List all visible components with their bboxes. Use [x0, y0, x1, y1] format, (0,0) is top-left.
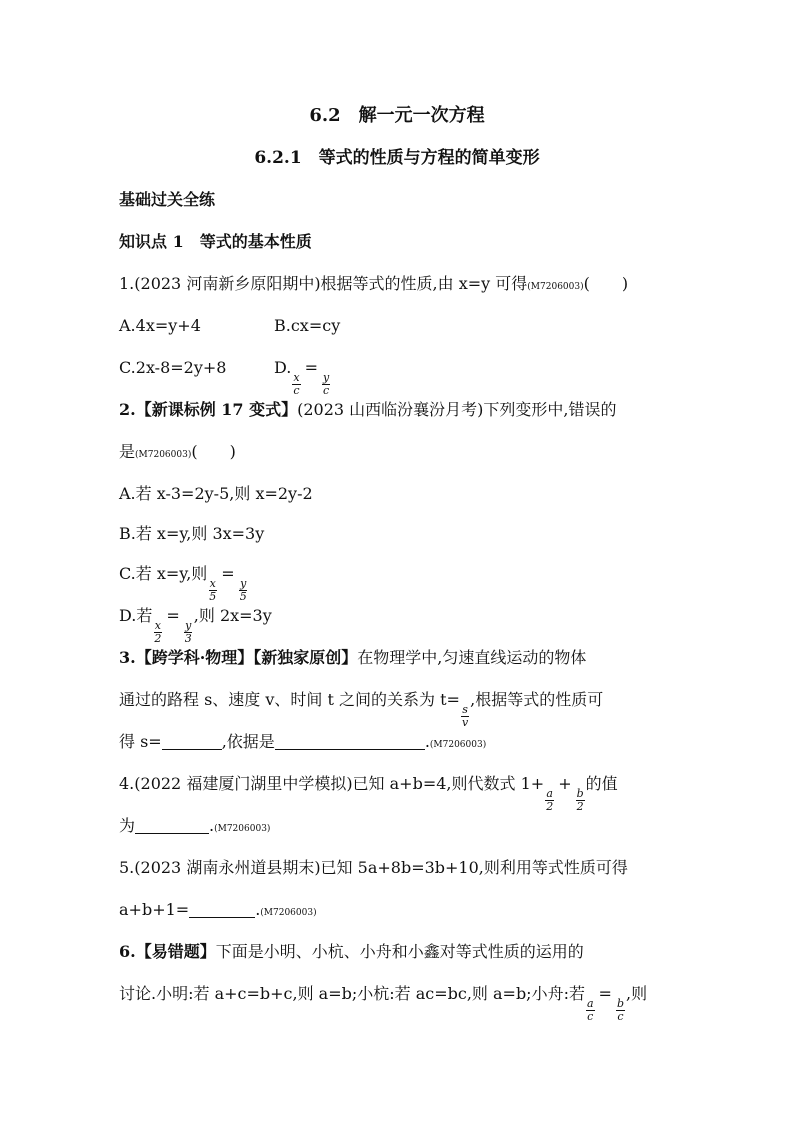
answer-blank[interactable] — [135, 817, 209, 834]
fraction-numerator: a — [546, 787, 553, 800]
knowledge-point-heading: 知识点 1 等式的基本性质 — [119, 232, 312, 251]
question-1-options-row1 — [119, 314, 341, 338]
question-1-stem — [119, 272, 628, 299]
answer-blank[interactable] — [189, 901, 255, 918]
option-d-text: D.若 — [119, 606, 153, 625]
question-code: (M7206003) — [214, 824, 271, 834]
fraction-numerator: x — [209, 577, 216, 590]
equals-sign: = — [221, 564, 235, 583]
fraction-numerator: a — [586, 997, 594, 1010]
fraction-denominator: c — [322, 384, 330, 397]
question-3-line3 — [119, 730, 486, 757]
fraction — [616, 998, 625, 1023]
question-3-tag: 3.【跨学科·物理】【新独家原创】 — [119, 648, 358, 667]
fraction-denominator: c — [587, 1010, 594, 1023]
fraction-numerator: b — [616, 997, 624, 1010]
fraction-numerator: y — [185, 619, 192, 632]
fraction-numerator: b — [576, 787, 584, 800]
subsection-title: 6.2.1 等式的性质与方程的简单变形 — [254, 148, 540, 168]
question-3-line2 — [119, 688, 603, 729]
practice-label: 基础过关全练 — [119, 190, 216, 209]
question-4-text-cont: 为 — [119, 816, 136, 835]
question-code: (M7206003) — [260, 908, 317, 918]
question-2-stem-line2 — [119, 440, 236, 467]
question-3-stem — [119, 646, 586, 670]
question-6-line2 — [119, 982, 647, 1023]
question-4-stem — [119, 772, 618, 813]
answer-paren: ( ) — [583, 274, 629, 293]
fraction-numerator: y — [240, 577, 247, 590]
equals-sign: = — [166, 606, 180, 625]
fraction-denominator: 5 — [209, 590, 217, 603]
fraction — [576, 788, 585, 813]
fraction-numerator: x — [154, 619, 161, 632]
fraction — [545, 788, 554, 813]
fraction — [239, 578, 248, 603]
question-5-line2 — [119, 898, 317, 925]
question-2-tag: 2.【新课标例 17 变式】 — [119, 400, 298, 419]
question-2-option-a: A.若 x-3=2y-5,则 x=2y-2 — [119, 484, 313, 503]
question-4-text-cont: 的值 — [585, 774, 618, 793]
question-5-text-cont: a+b+1= — [119, 900, 190, 919]
question-1-options-row2 — [119, 356, 330, 397]
fraction-denominator: 5 — [239, 590, 247, 603]
question-2-option-c — [119, 562, 249, 603]
question-code: (M7206003) — [429, 740, 487, 750]
question-2-text: (2023 山西临汾襄汾月考)下列变形中,错误的 — [297, 400, 617, 419]
fraction — [292, 372, 300, 397]
question-6-text: 下面是小明、小杭、小舟和小鑫对等式性质的运用的 — [215, 942, 584, 961]
question-2-text-cont: 是 — [119, 442, 136, 461]
fraction-denominator: v — [461, 716, 469, 729]
option-d-label: D. — [274, 358, 292, 377]
answer-blank[interactable] — [162, 733, 222, 750]
question-2-option-d — [119, 604, 272, 645]
option-b: B.cx=cy — [274, 316, 341, 335]
plus-sign: + — [558, 774, 572, 793]
fraction-denominator: c — [617, 1010, 624, 1023]
fraction — [461, 704, 469, 729]
question-code: (M7206003) — [135, 450, 192, 460]
equals-sign: = — [304, 358, 318, 377]
equals-sign: = — [598, 984, 612, 1003]
period: . — [209, 816, 215, 835]
fraction-denominator: c — [293, 384, 300, 397]
fraction-denominator: 3 — [184, 632, 192, 645]
question-6-text-cont: 讨论.小明:若 a+c=b+c,则 a=b;小杭:若 ac=bc,则 a=b;小舟:若 — [119, 984, 585, 1003]
fraction-numerator: y — [322, 371, 330, 384]
section-title: 6.2 解一元一次方程 — [309, 105, 485, 126]
fraction — [153, 620, 162, 645]
option-d-suffix: ,则 2x=3y — [193, 606, 272, 625]
fraction-numerator: s — [462, 703, 468, 716]
question-4-line2 — [119, 814, 270, 841]
answer-paren: ( ) — [191, 442, 236, 461]
fraction-denominator: 2 — [546, 800, 554, 813]
fraction — [208, 578, 217, 603]
question-3-text-cont: 得 s= — [119, 732, 162, 751]
question-3-text-cont: 通过的路程 s、速度 v、时间 t 之间的关系为 t= — [119, 690, 460, 709]
period: . — [424, 732, 430, 751]
question-6-tag: 6.【易错题】 — [119, 942, 216, 961]
question-4-text: 4.(2022 福建厦门湖里中学模拟)已知 a+b=4,则代数式 1+ — [119, 774, 545, 793]
option-a: A.4x=y+4 — [119, 316, 201, 335]
question-1-text: 1.(2023 河南新乡原阳期中)根据等式的性质,由 x=y 可得 — [119, 274, 528, 293]
fraction-numerator: x — [293, 371, 300, 384]
fraction — [184, 620, 193, 645]
question-3-text-cont: ,依据是 — [221, 732, 275, 751]
question-6-text-cont: ,则 — [625, 984, 648, 1003]
fraction — [586, 998, 595, 1023]
question-code: (M7206003) — [527, 282, 584, 292]
question-6-stem — [119, 940, 584, 964]
option-d — [274, 356, 331, 397]
question-5-stem: 5.(2023 湖南永州道县期末)已知 5a+8b=3b+10,则利用等式性质可得 — [119, 858, 628, 877]
option-c-text: C.若 x=y,则 — [119, 564, 208, 583]
question-3-text-cont: ,根据等式的性质可 — [470, 690, 604, 709]
answer-blank[interactable] — [275, 733, 425, 750]
fraction-denominator: 2 — [576, 800, 584, 813]
period: . — [255, 900, 261, 919]
fraction-denominator: 2 — [154, 632, 162, 645]
question-3-text: 在物理学中,匀速直线运动的物体 — [357, 648, 587, 667]
question-2-option-b: B.若 x=y,则 3x=3y — [119, 524, 265, 543]
question-2-stem — [119, 398, 617, 422]
fraction — [322, 372, 330, 397]
option-c: C.2x-8=2y+8 — [119, 358, 227, 377]
